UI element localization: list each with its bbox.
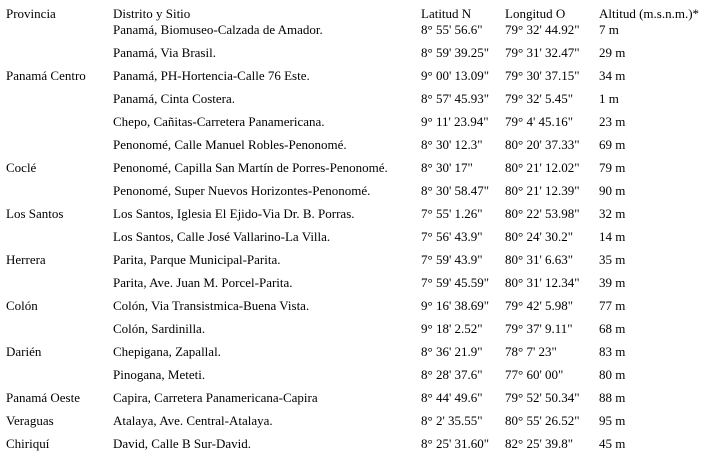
cell-longitud: 79° 37' 9.11" xyxy=(505,321,573,336)
cell-longitud: 80° 21' 12.39" xyxy=(505,183,580,198)
cell-longitud: 80° 21' 12.02" xyxy=(505,160,580,175)
table-row xyxy=(6,45,718,68)
cell-sitio: Los Santos, Calle José Vallarino-La Villa. xyxy=(113,229,331,244)
cell-provincia: Herrera xyxy=(6,252,46,267)
cell-longitud: 80° 31' 12.34" xyxy=(505,275,580,290)
cell-sitio: Panamá, Biomuseo-Calzada de Amador. xyxy=(113,22,323,37)
cell-longitud: 82° 25' 39.8" xyxy=(505,436,574,451)
cell-sitio: Parita, Ave. Juan M. Porcel-Parita. xyxy=(113,275,293,290)
cell-longitud: 79° 42' 5.98" xyxy=(505,298,574,313)
cell-altitud: 39 m xyxy=(599,275,626,290)
cell-longitud: 79° 31' 32.47" xyxy=(505,45,580,60)
table-row xyxy=(6,229,718,252)
cell-provincia xyxy=(6,275,113,298)
table-row xyxy=(6,321,718,344)
table-row xyxy=(6,183,718,206)
cell-altitud: 23 m xyxy=(599,114,626,129)
table-header-row xyxy=(6,6,718,22)
cell-provincia: Coclé xyxy=(6,160,37,175)
cell-sitio: Chepigana, Zapallal. xyxy=(113,344,221,359)
cell-latitud: 9° 16' 38.69" xyxy=(421,298,490,313)
cell-provincia xyxy=(6,22,113,45)
cell-provincia xyxy=(6,321,113,344)
cell-altitud: 1 m xyxy=(599,91,619,106)
cell-latitud: 7° 56' 43.9" xyxy=(421,229,483,244)
cell-latitud: 9° 18' 2.52" xyxy=(421,321,483,336)
table-row xyxy=(6,137,718,160)
cell-longitud: 80° 24' 30.2" xyxy=(505,229,574,244)
cell-provincia: Panamá Oeste xyxy=(6,390,81,405)
table-row xyxy=(6,252,718,275)
table-row xyxy=(6,298,718,321)
cell-sitio: Los Santos, Iglesia El Ejido-Via Dr. B. Porras. xyxy=(113,206,355,221)
cell-latitud: 8° 55' 56.6" xyxy=(421,22,483,37)
cell-latitud: 8° 30' 17" xyxy=(421,160,473,175)
cell-latitud: 8° 59' 39.25" xyxy=(421,45,490,60)
cell-longitud: 80° 20' 37.33" xyxy=(505,137,580,152)
cell-sitio: Pinogana, Meteti. xyxy=(113,367,206,382)
table-row xyxy=(6,114,718,137)
cell-longitud: 79° 32' 5.45" xyxy=(505,91,574,106)
table-row xyxy=(6,390,718,413)
table-row xyxy=(6,436,718,459)
cell-provincia: Colón xyxy=(6,298,38,313)
cell-altitud: 14 m xyxy=(599,229,626,244)
column-header-distrito-sitio: Distrito y Sitio xyxy=(113,6,191,21)
table-body xyxy=(6,22,718,459)
cell-sitio: Penonomé, Super Nuevos Horizontes-Penonomé. xyxy=(113,183,371,198)
cell-provincia: Veraguas xyxy=(6,413,54,428)
cell-provincia xyxy=(6,91,113,114)
cell-latitud: 8° 25' 31.60" xyxy=(421,436,490,451)
cell-latitud: 9° 11' 23.94" xyxy=(421,114,489,129)
column-header-altitud: Altitud (m.s.n.m.)* xyxy=(599,6,700,21)
cell-provincia xyxy=(6,137,113,160)
column-header-provincia: Provincia xyxy=(6,6,56,21)
table-row xyxy=(6,275,718,298)
cell-latitud: 9° 00' 13.09" xyxy=(421,68,490,83)
cell-provincia: Los Santos xyxy=(6,206,64,221)
table-row xyxy=(6,413,718,436)
cell-longitud: 79° 4' 45.16" xyxy=(505,114,574,129)
cell-latitud: 8° 30' 58.47" xyxy=(421,183,490,198)
cell-altitud: 29 m xyxy=(599,45,626,60)
cell-latitud: 7° 59' 43.9" xyxy=(421,252,483,267)
cell-sitio: Capira, Carretera Panamericana-Capira xyxy=(113,390,318,405)
cell-provincia xyxy=(6,45,113,68)
cell-altitud: 79 m xyxy=(599,160,626,175)
cell-sitio: Penonomé, Capilla San Martín de Porres-Penonomé. xyxy=(113,160,388,175)
cell-sitio: Panamá, Via Brasil. xyxy=(113,45,216,60)
cell-sitio: Penonomé, Calle Manuel Robles-Penonomé. xyxy=(113,137,347,152)
table-row xyxy=(6,344,718,367)
cell-latitud: 8° 36' 21.9" xyxy=(421,344,483,359)
cell-altitud: 83 m xyxy=(599,344,626,359)
cell-provincia: Darién xyxy=(6,344,42,359)
cell-provincia xyxy=(6,114,113,137)
cell-sitio: David, Calle B Sur-David. xyxy=(113,436,252,451)
table-row xyxy=(6,22,718,45)
cell-sitio: Atalaya, Ave. Central-Atalaya. xyxy=(113,413,273,428)
cell-provincia xyxy=(6,367,113,390)
table-row xyxy=(6,206,718,229)
cell-provincia: Chiriquí xyxy=(6,436,50,451)
column-header-latitud: Latitud N xyxy=(421,6,472,21)
cell-sitio: Chepo, Cañitas-Carretera Panamericana. xyxy=(113,114,325,129)
cell-latitud: 8° 28' 37.6" xyxy=(421,367,483,382)
cell-latitud: 8° 30' 12.3" xyxy=(421,137,483,152)
cell-provincia: Panamá Centro xyxy=(6,68,86,83)
table-row xyxy=(6,68,718,91)
column-header-longitud: Longitud O xyxy=(505,6,566,21)
cell-altitud: 80 m xyxy=(599,367,626,382)
cell-longitud: 80° 31' 6.63" xyxy=(505,252,574,267)
cell-altitud: 7 m xyxy=(599,22,619,37)
coordinates-table xyxy=(6,6,718,459)
cell-altitud: 35 m xyxy=(599,252,626,267)
cell-sitio: Colón, Sardinilla. xyxy=(113,321,206,336)
table-row xyxy=(6,367,718,390)
cell-longitud: 79° 52' 50.34" xyxy=(505,390,580,405)
cell-provincia xyxy=(6,183,113,206)
cell-sitio: Panamá, Cinta Costera. xyxy=(113,91,236,106)
table-header xyxy=(6,6,718,22)
cell-longitud: 80° 22' 53.98" xyxy=(505,206,580,221)
cell-latitud: 7° 59' 45.59" xyxy=(421,275,490,290)
cell-longitud: 77° 60' 00" xyxy=(505,367,564,382)
cell-altitud: 69 m xyxy=(599,137,626,152)
cell-altitud: 34 m xyxy=(599,68,626,83)
cell-latitud: 8° 57' 45.93" xyxy=(421,91,490,106)
cell-altitud: 95 m xyxy=(599,413,626,428)
cell-longitud: 78° 7' 23" xyxy=(505,344,557,359)
cell-altitud: 88 m xyxy=(599,390,626,405)
cell-sitio: Colón, Via Transistmica-Buena Vista. xyxy=(113,298,310,313)
cell-longitud: 79° 30' 37.15" xyxy=(505,68,580,83)
cell-altitud: 68 m xyxy=(599,321,626,336)
cell-longitud: 79° 32' 44.92" xyxy=(505,22,580,37)
cell-altitud: 45 m xyxy=(599,436,626,451)
cell-altitud: 77 m xyxy=(599,298,626,313)
cell-provincia xyxy=(6,229,113,252)
cell-latitud: 7° 55' 1.26" xyxy=(421,206,483,221)
cell-longitud: 80° 55' 26.52" xyxy=(505,413,580,428)
cell-altitud: 90 m xyxy=(599,183,626,198)
cell-altitud: 32 m xyxy=(599,206,626,221)
cell-sitio: Panamá, PH-Hortencia-Calle 76 Este. xyxy=(113,68,310,83)
cell-latitud: 8° 2' 35.55" xyxy=(421,413,483,428)
table-row xyxy=(6,91,718,114)
cell-latitud: 8° 44' 49.6" xyxy=(421,390,483,405)
table-row xyxy=(6,160,718,183)
cell-sitio: Parita, Parque Municipal-Parita. xyxy=(113,252,281,267)
